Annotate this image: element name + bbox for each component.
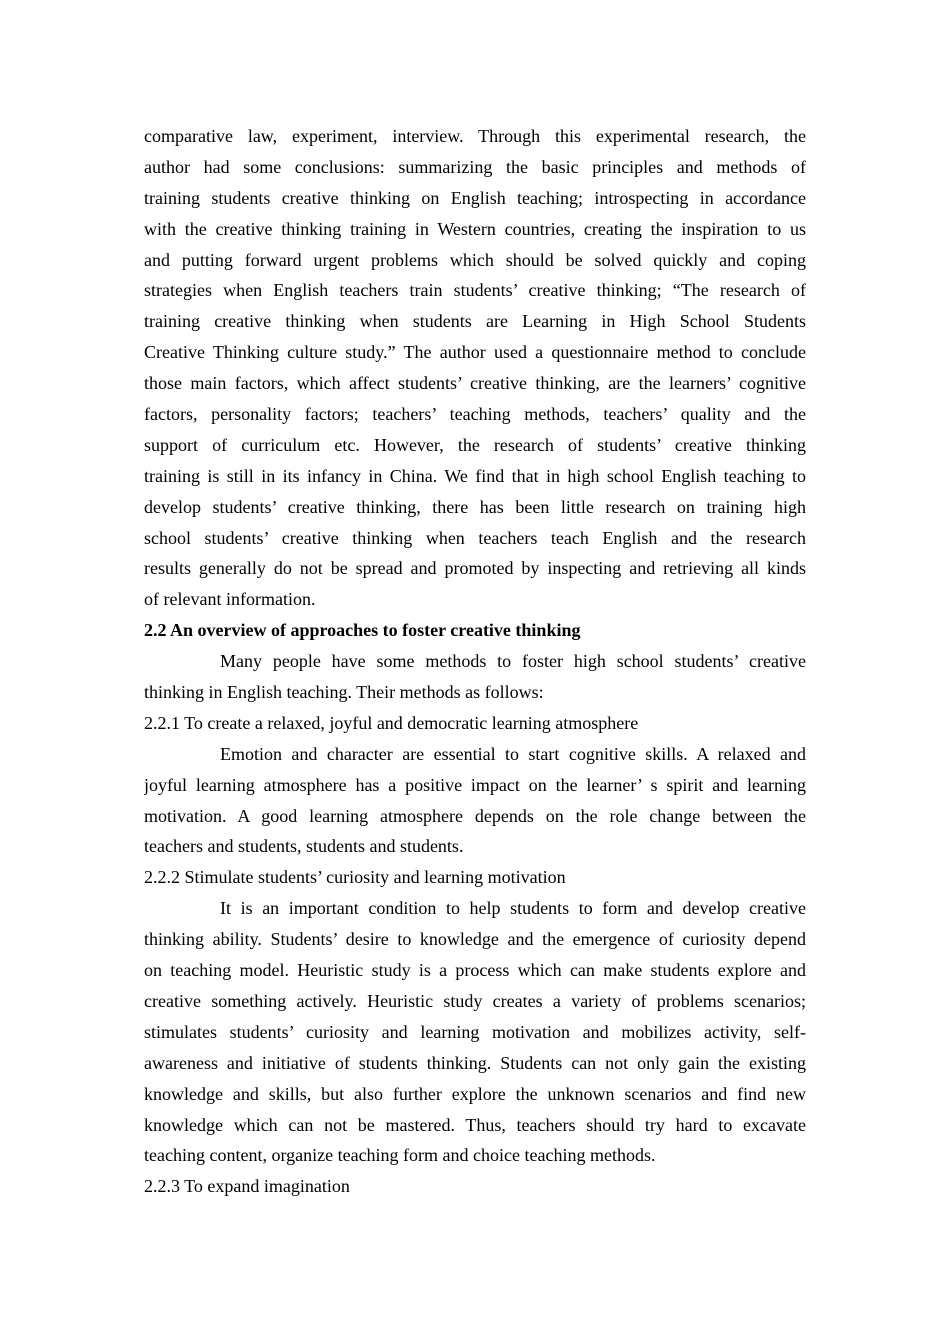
text-line: knowledge and skills, but also further explore the unknown scenarios and find new bbox=[144, 1083, 806, 1104]
text-line: support of curriculum etc. However, the research of students’ creative thinking bbox=[144, 434, 806, 455]
text-line: school students’ creative thinking when teachers teach English and the research bbox=[144, 527, 806, 548]
text-line: of relevant information. bbox=[144, 589, 316, 610]
text-line: develop students’ creative thinking, there has been little research on training high bbox=[144, 496, 806, 517]
text-line: thinking ability. Students’ desire to knowledge and the emergence of curiosity depend bbox=[144, 929, 806, 950]
text-line: with the creative thinking training in Western countries, creating the inspiration to us bbox=[144, 218, 806, 239]
document-page bbox=[144, 121, 806, 1202]
text-line: motivation. A good learning atmosphere depends on the role change between the bbox=[144, 805, 806, 826]
text-line: comparative law, experiment, interview. Through this experimental research, the bbox=[144, 126, 806, 146]
text-line: those main factors, which affect students’ creative thinking, are the learners’ cognitive bbox=[144, 373, 806, 394]
section-heading: 2.2 An overview of approaches to foster creative thinking bbox=[144, 620, 581, 641]
paragraph bbox=[144, 893, 806, 1171]
text-line: factors, personality factors; teachers’ teaching methods, teachers’ quality and the bbox=[144, 404, 806, 425]
text-line: joyful learning atmosphere has a positive impact on the learner’ s spirit and learning bbox=[144, 774, 806, 795]
subsection-heading: 2.2.3 To expand imagination bbox=[144, 1176, 350, 1197]
text-line: results generally do not be spread and promoted by inspecting and retrieving all kinds bbox=[144, 558, 806, 579]
text-line: creative something actively. Heuristic study creates a variety of problems scenarios; bbox=[144, 990, 806, 1011]
text-line: teachers and students, students and students. bbox=[144, 836, 464, 857]
paragraph bbox=[144, 739, 806, 863]
text-line: author had some conclusions: summarizing the basic principles and methods of bbox=[144, 156, 806, 177]
text-line: Emotion and character are essential to start cognitive skills. A relaxed and bbox=[220, 743, 806, 764]
text-line: strategies when English teachers train students’ creative thinking; “The research of bbox=[144, 280, 806, 301]
text-line: knowledge which can not be mastered. Thus, teachers should try hard to excavate bbox=[144, 1114, 806, 1135]
text-line: training students creative thinking on English teaching; introspecting in accordance bbox=[144, 187, 806, 208]
text-line: Creative Thinking culture study.” The author used a questionnaire method to conclude bbox=[144, 342, 806, 363]
text-line: training is still in its infancy in China. We find that in high school English teaching to bbox=[144, 465, 806, 486]
text-line: It is an important condition to help students to form and develop creative bbox=[220, 898, 806, 919]
text-line: on teaching model. Heuristic study is a process which can make students explore and bbox=[144, 960, 806, 981]
text-line: stimulates students’ curiosity and learning motivation and mobilizes activity, self- bbox=[144, 1021, 806, 1042]
paragraph bbox=[144, 646, 806, 708]
text-line: and putting forward urgent problems which should be solved quickly and coping bbox=[144, 249, 806, 270]
subsection-heading: 2.2.1 To create a relaxed, joyful and democratic learning atmosphere bbox=[144, 712, 639, 733]
paragraph bbox=[144, 121, 806, 615]
text-line: teaching content, organize teaching form and choice teaching methods. bbox=[144, 1145, 656, 1166]
text-line: awareness and initiative of students thinking. Students can not only gain the existing bbox=[144, 1052, 806, 1073]
text-line: Many people have some methods to foster high school students’ creative bbox=[220, 651, 806, 672]
subsection-heading: 2.2.2 Stimulate students’ curiosity and learning motivation bbox=[144, 867, 566, 888]
text-line: thinking in English teaching. Their methods as follows: bbox=[144, 682, 544, 703]
text-line: training creative thinking when students are Learning in High School Students bbox=[144, 311, 806, 332]
